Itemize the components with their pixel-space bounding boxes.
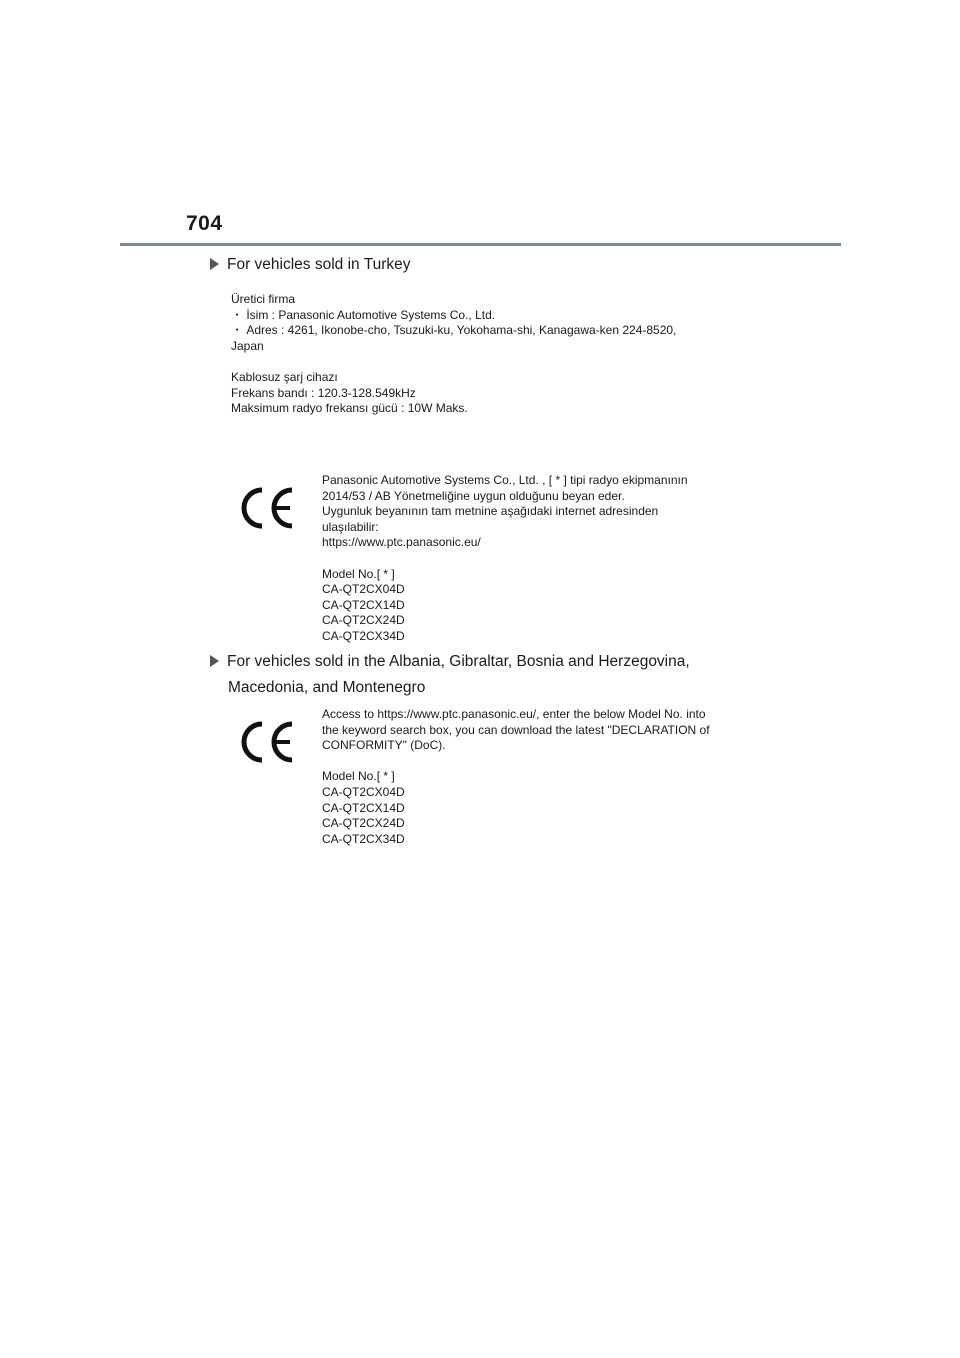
model-item: CA-QT2CX04D — [322, 784, 405, 799]
declaration-line: Uygunluk beyanının tam metnine aşağıdaki internet adresinden — [322, 504, 659, 519]
manufacturer-label: Üretici firma — [231, 292, 296, 306]
triangle-bullet-icon — [210, 258, 219, 270]
heading-text: For vehicles sold in Turkey — [227, 256, 411, 273]
ce-mark-icon — [240, 486, 296, 530]
page-number: 704 — [186, 212, 223, 235]
model-label: Model No.[ * ] — [322, 566, 395, 581]
declaration-line: ulaşılabilir: — [322, 519, 379, 534]
model-item: CA-QT2CX34D — [322, 831, 405, 846]
triangle-bullet-icon — [210, 655, 219, 667]
section-heading-balkans — [210, 650, 690, 700]
declaration-url: https://www.ptc.panasonic.eu/ — [322, 535, 481, 550]
declaration-line: Panasonic Automotive Systems Co., Ltd. , [ * ] tipi radyo ekipmanının — [322, 473, 688, 487]
section-heading-turkey — [210, 253, 411, 277]
heading-text: For vehicles sold in the Albania, Gibraltar, Bosnia and Herzegovina, — [227, 653, 690, 670]
max-power: Maksimum radyo frekansı gücü : 10W Maks. — [231, 401, 468, 416]
manufacturer-address-cont: Japan — [231, 338, 264, 353]
model-item: CA-QT2CX14D — [322, 597, 405, 612]
model-label: Model No.[ * ] — [322, 769, 395, 784]
declaration-line: CONFORMITY" (DoC). — [322, 738, 446, 753]
manufacturer-name: ・ İsim : Panasonic Automotive Systems Co., Ltd. — [231, 307, 496, 322]
manufacturer-address: ・ Adres : 4261, Ikonobe-cho, Tsuzuki-ku, Yokohama-shi, Kanagawa-ken 224-8520, — [231, 323, 677, 338]
model-item: CA-QT2CX24D — [322, 613, 405, 628]
model-item: CA-QT2CX34D — [322, 628, 405, 643]
model-item: CA-QT2CX24D — [322, 816, 405, 831]
declaration-line: Access to https://www.ptc.panasonic.eu/, enter the below Model No. into — [322, 707, 706, 721]
model-item: CA-QT2CX04D — [322, 582, 405, 597]
device-label: Kablosuz şarj cihazı — [231, 369, 338, 384]
heading-text-cont: Macedonia, and Montenegro — [228, 679, 426, 696]
model-item: CA-QT2CX14D — [322, 800, 405, 815]
balkans-declaration-block — [322, 707, 710, 847]
header-rule — [120, 243, 841, 246]
declaration-line: the keyword search box, you can download the latest "DECLARATION of — [322, 722, 710, 737]
manufacturer-block — [231, 292, 676, 417]
declaration-line: 2014/53 / AB Yönetmeliğine uygun olduğunu beyan eder. — [322, 488, 625, 503]
ce-mark-icon — [240, 720, 296, 764]
turkey-declaration-block — [322, 473, 688, 645]
frequency-band: Frekans bandı : 120.3-128.549kHz — [231, 385, 416, 400]
